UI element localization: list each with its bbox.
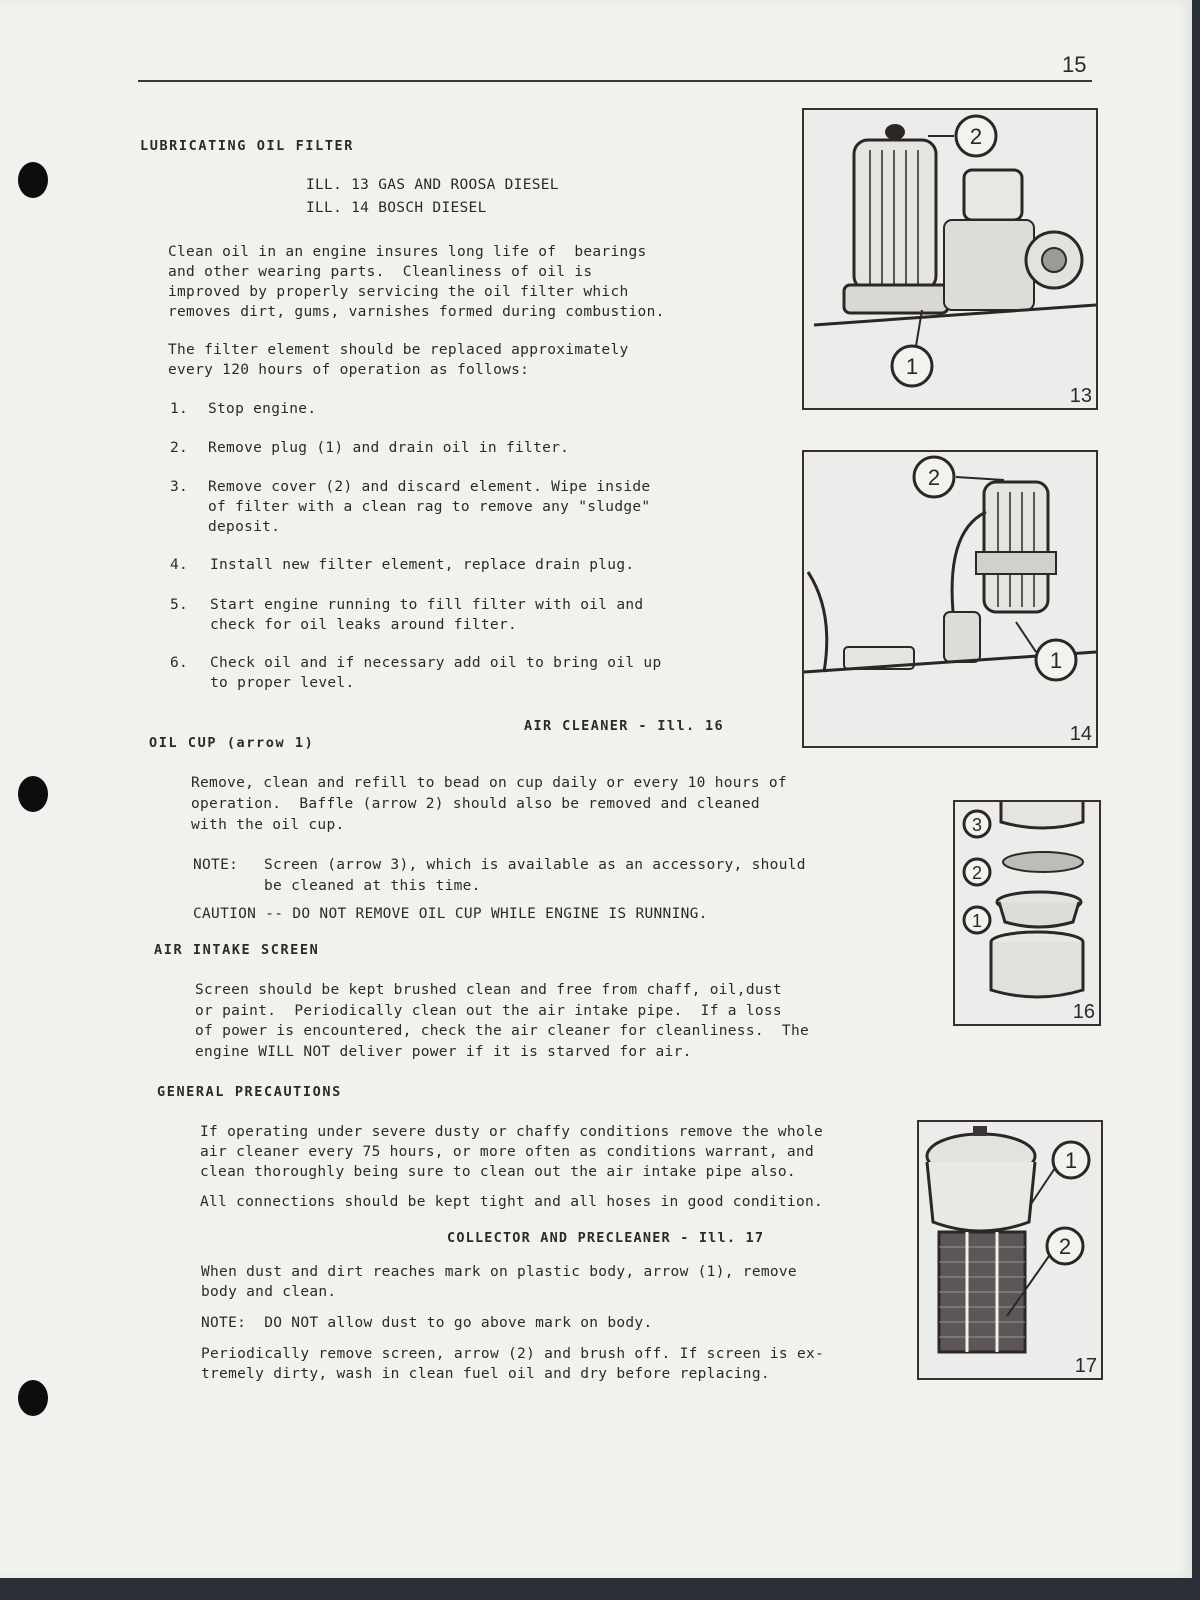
screen-line: Periodically remove screen, arrow (2) and brush off. If screen is ex- [201, 1346, 825, 1362]
step-text: check for oil leaks around filter. [210, 617, 518, 633]
step-number: 1. [170, 401, 189, 417]
section-heading-collector: COLLECTOR AND PRECLEANER - Ill. 17 [447, 1230, 765, 1246]
figure-14-oil-filter-illustration [802, 450, 1098, 748]
general-line: If operating under severe dusty or chaffy conditions remove the whole [200, 1124, 824, 1140]
step-text: Remove cover (2) and discard element. Wipe inside [208, 479, 651, 495]
note-label: NOTE: [193, 857, 239, 873]
figure-number: 13 [1069, 385, 1092, 407]
figure-14-drawing [804, 452, 1096, 746]
step-number: 5. [170, 597, 189, 613]
step-text: Check oil and if necessary add oil to bring oil up [210, 655, 662, 671]
step-text: Start engine running to fill filter with oil and [210, 597, 644, 613]
binder-hole [18, 776, 48, 812]
replace-line: The filter element should be replaced approximately [168, 342, 629, 358]
figure-17-precleaner-illustration [917, 1120, 1103, 1380]
figure-16-air-cleaner-illustration [953, 800, 1101, 1026]
intro-line: improved by properly servicing the oil filter which [168, 284, 629, 300]
figure-13-drawing [804, 110, 1096, 408]
callout-2: 2 [969, 124, 983, 149]
callout-1: 1 [1049, 648, 1063, 673]
callout-2: 2 [927, 465, 941, 490]
step-text: to proper level. [210, 675, 355, 691]
screen-line: tremely dirty, wash in clean fuel oil and dry before replacing. [201, 1366, 770, 1382]
figure-number: 17 [1074, 1355, 1097, 1377]
binder-hole [18, 1380, 48, 1416]
callout-1: 1 [905, 354, 919, 379]
intro-line: and other wearing parts. Cleanliness of oil is [168, 264, 593, 280]
figure-number: 16 [1072, 1001, 1095, 1023]
section-heading-lubricating-oil-filter: LUBRICATING OIL FILTER [140, 138, 355, 154]
ill-13-caption: ILL. 13 GAS AND ROOSA DIESEL [306, 177, 559, 193]
callout-3: 3 [971, 815, 983, 835]
step-number: 2. [170, 440, 189, 456]
figure-13-oil-filter-illustration [802, 108, 1098, 410]
step-text: Remove plug (1) and drain oil in filter. [208, 440, 570, 456]
callout-2: 2 [971, 863, 983, 883]
step-number: 3. [170, 479, 189, 495]
figure-number: 14 [1069, 723, 1092, 745]
general-line: clean thoroughly being sure to clean out the air intake pipe also. [200, 1164, 796, 1180]
step-text: Install new filter element, replace drain plug. [210, 557, 635, 573]
step-number: 4. [170, 557, 189, 573]
intro-line: Clean oil in an engine insures long life of bearings [168, 244, 647, 260]
collector-line: When dust and dirt reaches mark on plastic body, arrow (1), remove [201, 1264, 797, 1280]
binder-hole [18, 162, 48, 198]
callout-2: 2 [1058, 1234, 1072, 1259]
step-text: Stop engine. [208, 401, 317, 417]
section-heading-air-cleaner: AIR CLEANER - Ill. 16 [524, 718, 725, 734]
intake-line: of power is encountered, check the air cleaner for cleanliness. The [195, 1023, 810, 1039]
page-number: 15 [1062, 52, 1087, 77]
general-line: air cleaner every 75 hours, or more often as conditions warrant, and [200, 1144, 815, 1160]
caution-line: CAUTION -- DO NOT REMOVE OIL CUP WHILE ENGINE IS RUNNING. [193, 906, 708, 922]
step-text: deposit. [208, 519, 281, 535]
oil-cup-line: operation. Baffle (arrow 2) should also be removed and cleaned [191, 796, 760, 812]
oil-cup-line: Remove, clean and refill to bead on cup daily or every 10 hours of [191, 775, 787, 791]
header-rule [138, 80, 1092, 82]
oil-cup-line: with the oil cup. [191, 817, 345, 833]
callout-1: 1 [971, 911, 983, 931]
note-line: be cleaned at this time. [264, 878, 481, 894]
step-number: 6. [170, 655, 189, 671]
intake-line: engine WILL NOT deliver power if it is starved for air. [195, 1044, 692, 1060]
ill-14-caption: ILL. 14 BOSCH DIESEL [306, 200, 487, 216]
note-line: Screen (arrow 3), which is available as an accessory, should [264, 857, 806, 873]
connections-line: All connections should be kept tight and all hoses in good condition. [200, 1194, 824, 1210]
section-heading-general-precautions: GENERAL PRECAUTIONS [157, 1084, 342, 1100]
callout-1: 1 [1064, 1148, 1078, 1173]
intro-line: removes dirt, gums, varnishes formed during combustion. [168, 304, 665, 320]
section-heading-oil-cup: OIL CUP (arrow 1) [149, 735, 315, 751]
figure-16-drawing [955, 802, 1099, 1024]
section-heading-air-intake-screen: AIR INTAKE SCREEN [154, 942, 320, 958]
collector-line: body and clean. [201, 1284, 337, 1300]
intake-line: or paint. Periodically clean out the air intake pipe. If a loss [195, 1003, 782, 1019]
intake-line: Screen should be kept brushed clean and free from chaff, oil,dust [195, 982, 782, 998]
replace-line: every 120 hours of operation as follows: [168, 362, 530, 378]
figure-17-drawing [919, 1122, 1101, 1378]
collector-note: NOTE: DO NOT allow dust to go above mark on body. [201, 1315, 653, 1331]
step-text: of filter with a clean rag to remove any "sludge" [208, 499, 651, 515]
